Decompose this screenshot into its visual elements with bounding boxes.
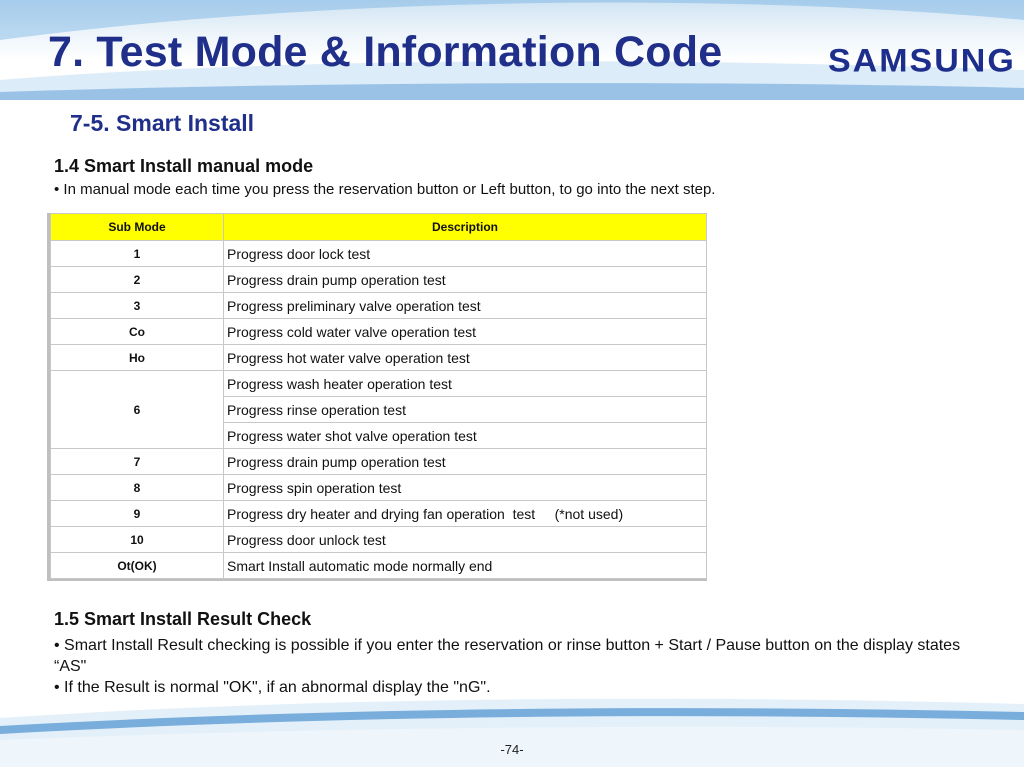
result-check-bullet-1: • Smart Install Result checking is possible if you enter the reservation or rinse button + Start / Pause button on the display states “AS" (54, 637, 961, 675)
column-header-sub-mode: Sub Mode (51, 214, 224, 241)
description-cell: Smart Install automatic mode normally end (224, 553, 707, 579)
table-header-row (51, 214, 707, 241)
description-cell: Progress door lock test (224, 241, 707, 267)
description-cell: Progress door unlock test (224, 527, 707, 553)
sub-mode-table (50, 213, 707, 579)
samsung-logo: SAMSUNG (828, 42, 1016, 80)
result-check-bullet-2: • If the Result is normal "OK", if an abnormal display the "nG". (54, 679, 491, 696)
table-row (51, 345, 707, 371)
description-cell: Progress drain pump operation test (224, 449, 707, 475)
description-cell: Progress cold water valve operation test (224, 319, 707, 345)
sub-mode-cell: 3 (51, 293, 224, 319)
sub-mode-cell: Co (51, 319, 224, 345)
table-row (51, 527, 707, 553)
description-cell: Progress water shot valve operation test (224, 423, 707, 449)
sub-mode-cell: 6 (51, 371, 224, 449)
manual-mode-bullet: • In manual mode each time you press the reservation button or Left button, to go into the next step. (54, 181, 716, 198)
description-cell: Progress dry heater and drying fan operation test (*not used) (224, 501, 707, 527)
manual-mode-heading: 1.4 Smart Install manual mode (54, 156, 314, 176)
description-cell: Progress rinse operation test (224, 397, 707, 423)
table-row (51, 371, 707, 397)
sub-mode-cell: 2 (51, 267, 224, 293)
table-row (51, 241, 707, 267)
page-number: -74- (500, 742, 524, 757)
page-title: 7. Test Mode & Information Code (48, 28, 723, 76)
result-check-heading: 1.5 Smart Install Result Check (54, 609, 312, 629)
sub-mode-cell: 8 (51, 475, 224, 501)
description-cell: Progress drain pump operation test (224, 267, 707, 293)
sub-mode-cell: 7 (51, 449, 224, 475)
description-cell: Progress spin operation test (224, 475, 707, 501)
description-cell: Progress preliminary valve operation test (224, 293, 707, 319)
sub-mode-cell: 1 (51, 241, 224, 267)
table-row (51, 293, 707, 319)
table-row (51, 267, 707, 293)
table-row (51, 319, 707, 345)
table-row (51, 501, 707, 527)
section-subtitle: 7-5. Smart Install (70, 110, 255, 136)
sub-mode-cell: 10 (51, 527, 224, 553)
table-row (51, 475, 707, 501)
table-row (51, 449, 707, 475)
column-header-description: Description (224, 214, 707, 241)
description-cell: Progress hot water valve operation test (224, 345, 707, 371)
sub-mode-cell: Ho (51, 345, 224, 371)
sub-mode-cell: 9 (51, 501, 224, 527)
table-row (51, 553, 707, 579)
description-cell: Progress wash heater operation test (224, 371, 707, 397)
sub-mode-cell: Ot(OK) (51, 553, 224, 579)
